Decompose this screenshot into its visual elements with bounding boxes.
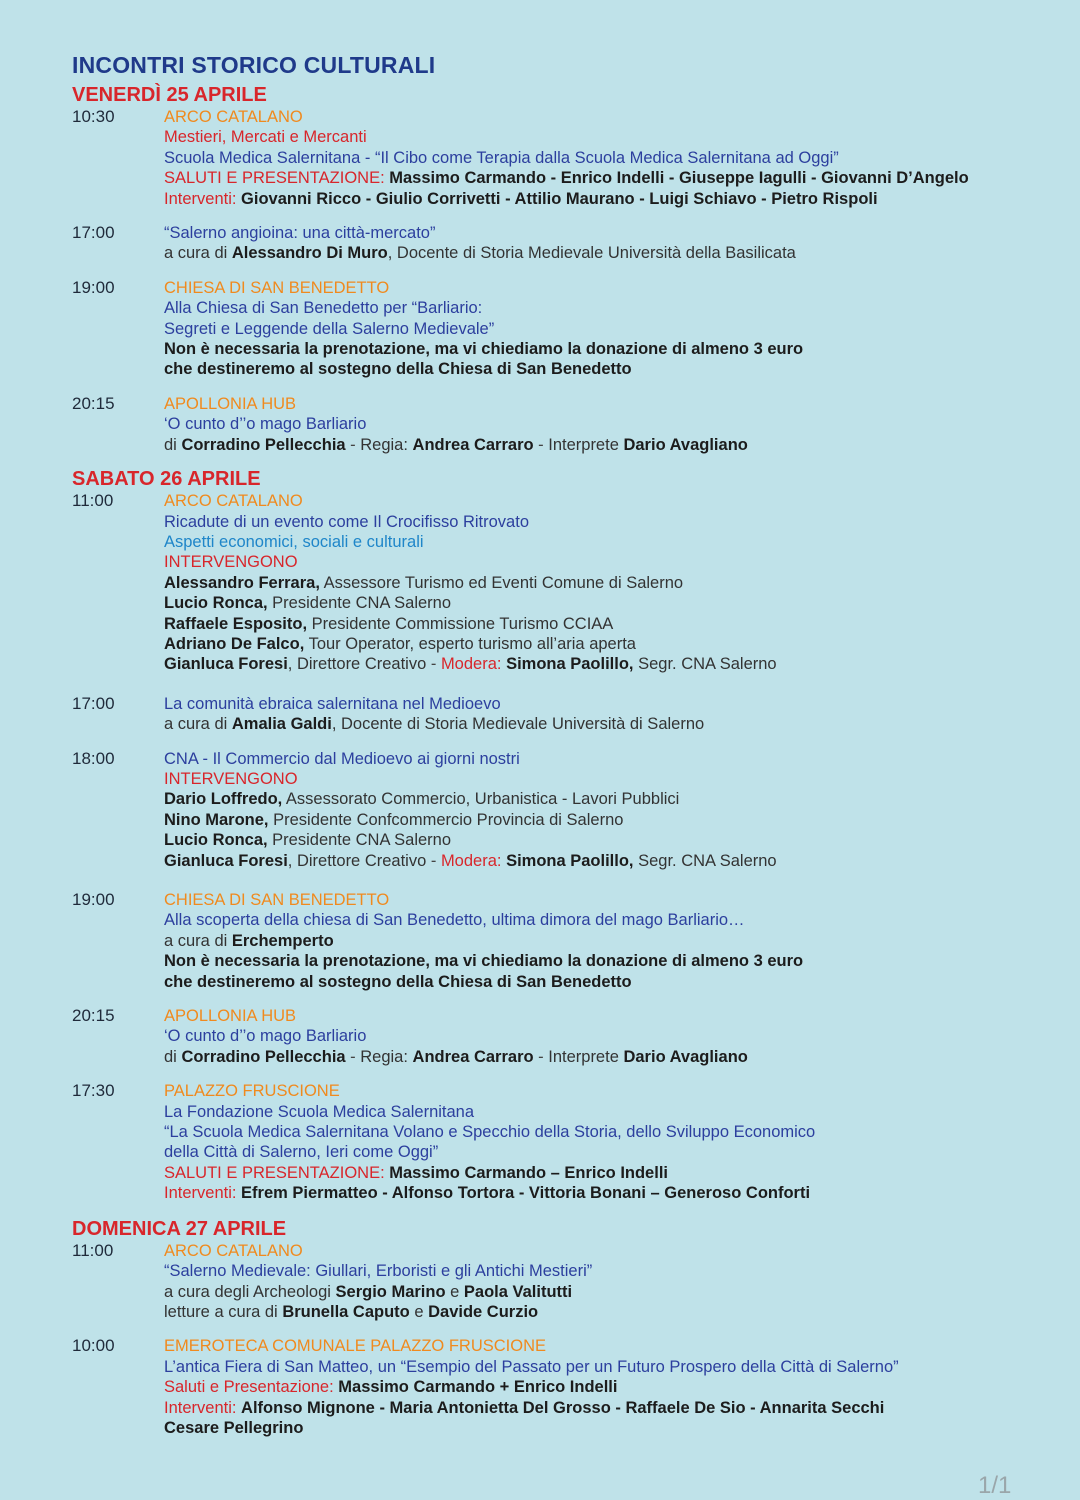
separator: -	[533, 1047, 549, 1066]
text: letture a cura di	[164, 1302, 283, 1321]
event-time: 10:30	[72, 107, 115, 126]
bold-text: Andrea Carraro	[412, 435, 534, 454]
event-line	[164, 714, 1062, 734]
event-time: 17:30	[72, 1081, 115, 1101]
bold-text: Giovanni Ricco - Giulio Corrivetti - Attilio Maurano - Luigi Schiavo - Pietro Rispoli	[241, 189, 878, 208]
event	[72, 1336, 1062, 1438]
bold-text: Alfonso Mignone - Maria Antonietta Del Grosso - Raffaele De Sio - Annarita Secchi	[241, 1398, 885, 1417]
event-line	[164, 1047, 1062, 1067]
label: Interventi:	[164, 1184, 242, 1203]
venue-label: EMEROTECA COMUNALE PALAZZO FRUSCIONE	[164, 1337, 546, 1356]
text: , Docente di Storia Medievale Università della Basilicata	[387, 244, 796, 263]
event-line	[164, 749, 1062, 769]
event-line	[164, 972, 1062, 992]
event-title: Segreti e Leggende della Salerno Medievale”	[164, 319, 495, 338]
event-line	[164, 573, 1062, 593]
event-title: L’antica Fiera di San Matteo, un “Esempio del Passato per un Futuro Prospero della Città di Salerno”	[164, 1357, 899, 1376]
event-line	[164, 148, 1062, 168]
venue-label: ARCO CATALANO	[164, 1241, 303, 1260]
event-line	[164, 769, 1062, 789]
text: Regia:	[360, 435, 413, 454]
event-line	[164, 1163, 1062, 1183]
event-time: 19:00	[72, 890, 115, 909]
event-line	[164, 1241, 1062, 1261]
event-subtitle: Aspetti economici, sociali e culturali	[164, 532, 424, 551]
event-details	[164, 394, 1062, 455]
bold-text: Corradino Pellecchia	[181, 435, 346, 454]
label: Saluti e Presentazione:	[164, 1378, 339, 1397]
event-time: 17:00	[72, 693, 115, 713]
event-details	[164, 694, 1062, 735]
event-title: CNA - Il Commercio dal Medioevo ai giorni nostri	[164, 749, 520, 768]
venue-label: PALAZZO FRUSCIONE	[164, 1082, 340, 1101]
event-line	[164, 951, 1062, 971]
event-title: Alla Chiesa di San Benedetto per “Barliario:	[164, 299, 483, 318]
text: Presidente CNA Salerno	[267, 594, 452, 613]
bold-text: Amalia Galdi	[231, 715, 332, 734]
event	[72, 1081, 1062, 1203]
bold-text: Massimo Carmando – Enrico Indelli	[389, 1163, 668, 1182]
event-line	[164, 223, 1062, 243]
separator: -	[430, 851, 441, 870]
bold-text: Gianluca Foresi	[164, 851, 288, 870]
event-line	[164, 319, 1062, 339]
bold-text: Erchemperto	[231, 931, 334, 950]
label: Modera:	[440, 851, 507, 870]
text: , Docente di Storia Medievale Università di Salerno	[331, 715, 705, 734]
bold-text: Non è necessaria la prenotazione, ma vi chiediamo la donazione di almeno 3 euro	[164, 952, 804, 971]
bold-text: che destineremo al sostegno della Chiesa di San Benedetto	[164, 360, 632, 379]
event-line	[164, 614, 1062, 634]
text: Presidente Commissione Turismo CCIAA	[307, 614, 614, 633]
event-line	[164, 1142, 1062, 1162]
event-title: “La Scuola Medica Salernitana Volano e Specchio della Storia, dello Sviluppo Economico	[164, 1123, 816, 1142]
event-line	[164, 789, 1062, 809]
event-title: “Salerno Medievale: Giullari, Erboristi e gli Antichi Mestieri”	[164, 1262, 593, 1281]
text: di	[164, 1047, 182, 1066]
event-line	[164, 1418, 1062, 1438]
page-title: INCONTRI STORICO CULTURALI	[72, 52, 436, 78]
bold-text: Lucio Ronca,	[164, 594, 268, 613]
event-details	[164, 890, 1062, 992]
event-line	[164, 1183, 1062, 1203]
text: Assessorato Commercio, Urbanistica - Lavori Pubblici	[282, 790, 680, 809]
event-line	[164, 851, 1062, 871]
event-details	[164, 1081, 1062, 1203]
bold-text: Nino Marone,	[164, 810, 269, 829]
bold-text: Dario Avagliano	[623, 1047, 748, 1066]
event-line	[164, 593, 1062, 613]
event-details	[164, 1241, 1062, 1323]
event-details	[164, 491, 1062, 675]
bold-text: Adriano De Falco,	[164, 634, 305, 653]
event-line	[164, 107, 1062, 127]
bold-text: Andrea Carraro	[412, 1047, 534, 1066]
label: SALUTI E PRESENTAZIONE:	[164, 1163, 390, 1182]
text: a cura degli Archeologi	[164, 1282, 336, 1301]
event-line	[164, 1336, 1062, 1356]
event-line	[164, 1377, 1062, 1397]
event-details	[164, 749, 1062, 871]
event-line	[164, 1357, 1062, 1377]
event	[72, 749, 1062, 871]
event	[72, 1006, 1062, 1067]
bold-text: Paola Valitutti	[463, 1282, 573, 1301]
event-line	[164, 552, 1062, 572]
event-line	[164, 634, 1062, 654]
text: Assessore Turismo ed Eventi Comune di Salerno	[319, 573, 684, 592]
event	[72, 394, 1062, 455]
bold-text: Lucio Ronca,	[164, 831, 268, 850]
event-line	[164, 532, 1062, 552]
event-line	[164, 278, 1062, 298]
text: a cura di	[164, 715, 232, 734]
event-time: 18:00	[72, 748, 115, 768]
schedule	[72, 84, 1062, 1438]
bold-text: Massimo Carmando - Enrico Indelli - Giuseppe Iagulli - Giovanni D’Angelo	[389, 169, 969, 188]
bold-text: Cesare Pellegrino	[164, 1418, 304, 1437]
separator: -	[345, 435, 361, 454]
text: Regia:	[360, 1047, 413, 1066]
event-line	[164, 1081, 1062, 1101]
event-line	[164, 890, 1062, 910]
event-line	[164, 414, 1062, 434]
event	[72, 890, 1062, 992]
event-time: 20:15	[72, 1006, 115, 1026]
separator: -	[345, 1047, 361, 1066]
venue-label: APOLLONIA HUB	[164, 394, 297, 413]
event-line	[164, 243, 1062, 263]
event	[72, 694, 1062, 735]
text: Interprete	[548, 1047, 624, 1066]
label: Interventi:	[164, 189, 242, 208]
event-line	[164, 394, 1062, 414]
text: Segr. CNA Salerno	[633, 851, 777, 870]
venue-label: CHIESA DI SAN BENEDETTO	[164, 891, 390, 909]
event-line	[164, 931, 1062, 951]
day-heading: VENERDÌ 25 APRILE	[72, 84, 267, 106]
bold-text: Brunella Caputo	[282, 1302, 410, 1321]
event-title: Scuola Medica Salernitana - “Il Cibo come Terapia dalla Scuola Medica Salernitana ad Oggi”	[164, 148, 839, 167]
event-line	[164, 654, 1062, 674]
text: , Direttore Creativo	[287, 655, 431, 674]
event-line	[164, 1398, 1062, 1418]
venue-label: APOLLONIA HUB	[164, 1007, 297, 1026]
event-line	[164, 189, 1062, 209]
label: Mestieri, Mercati e Mercanti	[164, 128, 367, 147]
event-line	[164, 1302, 1062, 1322]
venue-label: ARCO CATALANO	[164, 492, 303, 511]
text: Presidente CNA Salerno	[267, 831, 452, 850]
page-number: 1/1	[978, 1472, 1012, 1499]
event-title: ‘O cunto d’’o mago Barliario	[164, 415, 367, 434]
bold-text: Efrem Piermatteo - Alfonso Tortora - Vittoria Bonani – Generoso Conforti	[241, 1184, 811, 1203]
bold-text: Sergio Marino	[335, 1282, 446, 1301]
bold-text: Gianluca Foresi	[164, 655, 288, 674]
event-details	[164, 223, 1062, 264]
event-time: 20:15	[72, 393, 115, 413]
bold-text: Alessandro Ferrara,	[164, 573, 320, 592]
bold-text: Dario Loffredo,	[164, 790, 283, 809]
event-title: della Città di Salerno, Ieri come Oggi”	[164, 1143, 439, 1162]
event-line	[164, 127, 1062, 147]
event-line	[164, 359, 1062, 379]
event-line	[164, 1282, 1062, 1302]
label: SALUTI E PRESENTAZIONE:	[164, 169, 390, 188]
event-line	[164, 512, 1062, 532]
event-time: 19:00	[72, 277, 115, 297]
event	[72, 107, 1062, 209]
text: Segr. CNA Salerno	[633, 655, 777, 674]
text: , Direttore Creativo	[287, 851, 431, 870]
event-time: 11:00	[72, 1240, 114, 1260]
program-document	[72, 50, 1062, 1438]
bold-text: Massimo Carmando + Enrico Indelli	[338, 1378, 618, 1397]
event-details	[164, 107, 1062, 209]
event-title: Ricadute di un evento come Il Crocifisso Ritrovato	[164, 512, 529, 531]
text: e	[445, 1282, 464, 1301]
text: a cura di	[164, 244, 232, 263]
event-details	[164, 1336, 1062, 1438]
separator: -	[430, 655, 441, 674]
label: Interventi:	[164, 1398, 242, 1417]
bold-text: Corradino Pellecchia	[181, 1047, 346, 1066]
event-details	[164, 278, 1062, 380]
label: INTERVENGONO	[164, 553, 298, 572]
label: Modera:	[440, 655, 507, 674]
day-heading: SABATO 26 APRILE	[72, 468, 261, 491]
event	[72, 278, 1062, 380]
event-line	[164, 339, 1062, 359]
event-line	[164, 1006, 1062, 1026]
event-title: La Fondazione Scuola Medica Salernitana	[164, 1102, 475, 1121]
text: Tour Operator, esperto turismo all’aria aperta	[304, 634, 636, 653]
label: INTERVENGONO	[164, 769, 298, 788]
day-heading: DOMENICA 27 APRILE	[72, 1217, 287, 1240]
bold-text: Dario Avagliano	[623, 435, 748, 454]
event-title: La comunità ebraica salernitana nel Medioevo	[164, 694, 501, 713]
event-line	[164, 1122, 1062, 1142]
event-line	[164, 1261, 1062, 1281]
bold-text: Non è necessaria la prenotazione, ma vi chiediamo la donazione di almeno 3 euro	[164, 340, 804, 359]
event-time: 10:00	[72, 1336, 115, 1356]
event	[72, 491, 1062, 675]
event-line	[164, 810, 1062, 830]
event	[72, 1241, 1062, 1323]
bold-text: Alessandro Di Muro	[231, 244, 388, 263]
text: di	[164, 435, 182, 454]
event	[72, 223, 1062, 264]
bold-text: Davide Curzio	[428, 1302, 539, 1321]
text: Presidente Confcommercio Provincia di Salerno	[268, 810, 624, 829]
event-line	[164, 491, 1062, 511]
event-title: Alla scoperta della chiesa di San Benedetto, ultima dimora del mago Barliario…	[164, 911, 745, 930]
event-line	[164, 298, 1062, 318]
event-title: ‘O cunto d’’o mago Barliario	[164, 1027, 367, 1046]
bold-text: Simona Paolillo,	[506, 655, 634, 674]
event-time: 11:00	[72, 491, 114, 511]
event-time: 17:00	[72, 223, 115, 243]
event-line	[164, 435, 1062, 455]
event-line	[164, 694, 1062, 714]
venue-label: CHIESA DI SAN BENEDETTO	[164, 278, 390, 297]
bold-text: che destineremo al sostegno della Chiesa di San Benedetto	[164, 972, 632, 991]
bold-text: Simona Paolillo,	[506, 851, 634, 870]
event-line	[164, 830, 1062, 850]
event-details	[164, 1006, 1062, 1067]
text: Interprete	[548, 435, 624, 454]
separator: -	[533, 435, 549, 454]
event-line	[164, 910, 1062, 930]
event-line	[164, 1102, 1062, 1122]
event-line	[164, 1026, 1062, 1046]
text: e	[409, 1302, 429, 1321]
bold-text: Raffaele Esposito,	[164, 614, 308, 633]
event-line	[164, 168, 1062, 188]
text: a cura di	[164, 931, 232, 950]
event-title: “Salerno angioina: una città-mercato”	[164, 224, 436, 243]
venue-label: ARCO CATALANO	[164, 108, 303, 126]
